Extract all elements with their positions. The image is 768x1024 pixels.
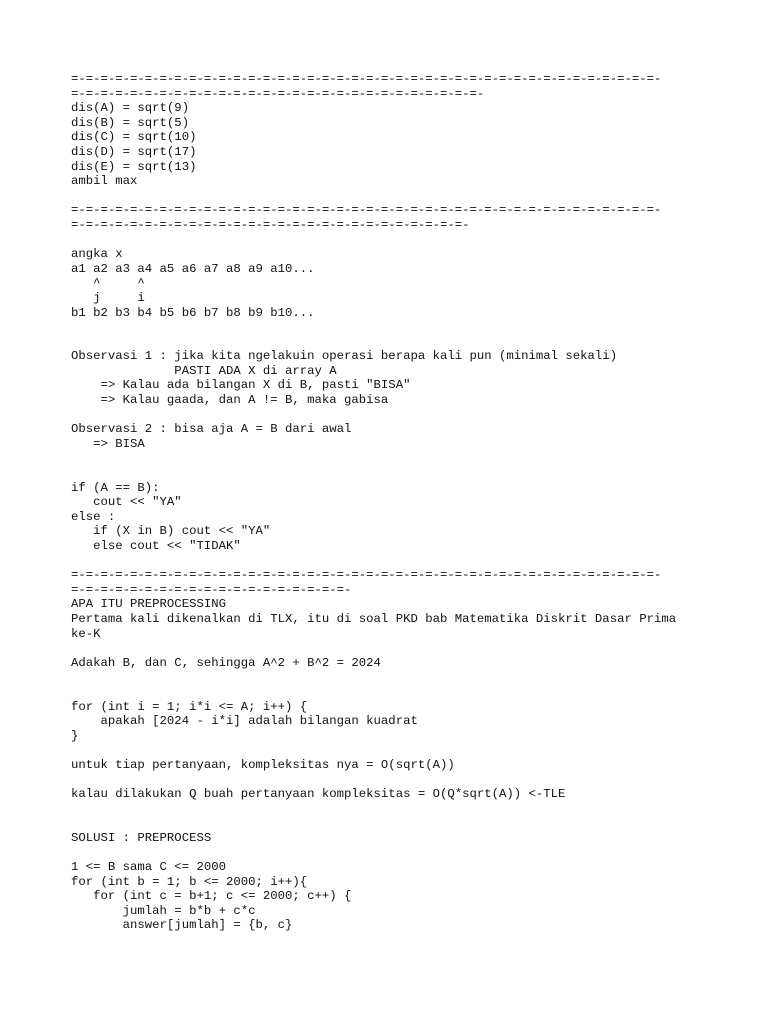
text-line: => BISA bbox=[71, 436, 145, 451]
text-line: a1 a2 a3 a4 a5 a6 a7 a8 a9 a10... bbox=[71, 261, 315, 276]
text-line: if (A == B): bbox=[71, 480, 160, 495]
text-line: } bbox=[71, 728, 79, 743]
text-line: =-=-=-=-=-=-=-=-=-=-=-=-=-=-=-=-=-=-=-=-=-=-=-=-=-=-=-=-=-=-=-=-=-=-=-=-=-=-=-=- bbox=[71, 203, 662, 218]
text-line bbox=[71, 189, 751, 204]
text-line: PASTI ADA X di array A bbox=[71, 363, 337, 378]
text-line bbox=[71, 743, 751, 758]
text-line: =-=-=-=-=-=-=-=-=-=-=-=-=-=-=-=-=-=-=-=-=-=-=-=-=-=-=-=- bbox=[71, 86, 485, 101]
text-line: j i bbox=[71, 290, 145, 305]
text-line: =-=-=-=-=-=-=-=-=-=-=-=-=-=-=-=-=-=-=-=-=-=-=-=-=-=-=- bbox=[71, 217, 470, 232]
text-line: APA ITU PREPROCESSING bbox=[71, 597, 226, 612]
text-line: else : bbox=[71, 509, 116, 524]
text-line bbox=[71, 335, 751, 350]
notes-text bbox=[71, 72, 751, 933]
text-line: b1 b2 b3 b4 b5 b6 b7 b8 b9 b10... bbox=[71, 305, 315, 320]
text-line: =-=-=-=-=-=-=-=-=-=-=-=-=-=-=-=-=-=-=- bbox=[71, 582, 352, 597]
text-line: ^ ^ bbox=[71, 276, 145, 291]
text-line: => Kalau gaada, dan A != B, maka gabisa bbox=[71, 393, 389, 408]
text-line: ke-K bbox=[71, 626, 101, 641]
text-line bbox=[71, 773, 751, 788]
text-line: dis(A) = sqrt(9) bbox=[71, 101, 190, 116]
text-line: =-=-=-=-=-=-=-=-=-=-=-=-=-=-=-=-=-=-=-=-=-=-=-=-=-=-=-=-=-=-=-=-=-=-=-=-=-=-=-=- bbox=[71, 72, 662, 86]
text-line: answer[jumlah] = {b, c} bbox=[71, 918, 293, 933]
text-line: for (int b = 1; b <= 2000; i++){ bbox=[71, 874, 308, 889]
text-line bbox=[71, 451, 751, 466]
text-line: jumlah = b*b + c*c bbox=[71, 903, 256, 918]
text-line: else cout << "TIDAK" bbox=[71, 539, 241, 553]
text-line: kalau dilakukan Q buah pertanyaan kompleksitas = O(Q*sqrt(A)) <-TLE bbox=[71, 787, 566, 802]
text-line: dis(E) = sqrt(13) bbox=[71, 159, 197, 174]
text-line bbox=[71, 554, 751, 569]
text-line: cout << "YA" bbox=[71, 495, 182, 510]
text-line: angka x bbox=[71, 247, 123, 262]
text-line: Pertama kali dikenalkan di TLX, itu di soal PKD bab Matematika Diskrit Dasar Prima bbox=[71, 611, 677, 626]
text-line: Observasi 1 : jika kita ngelakuin operasi berapa kali pun (minimal sekali) bbox=[71, 349, 618, 364]
text-line: apakah [2024 - i*i] adalah bilangan kuadrat bbox=[71, 714, 418, 729]
text-line bbox=[71, 845, 751, 860]
text-line bbox=[71, 802, 751, 817]
text-line bbox=[71, 670, 751, 685]
text-line: for (int i = 1; i*i <= A; i++) { bbox=[71, 699, 308, 714]
text-line: Observasi 2 : bisa aja A = B dari awal bbox=[71, 422, 352, 437]
text-line: Adakah B, dan C, sehingga A^2 + B^2 = 2024 bbox=[71, 655, 381, 670]
text-line bbox=[71, 816, 751, 831]
text-line: ambil max bbox=[71, 174, 138, 189]
text-line: SOLUSI : PREPROCESS bbox=[71, 830, 212, 845]
text-line bbox=[71, 466, 751, 481]
text-line: untuk tiap pertanyaan, kompleksitas nya = O(sqrt(A)) bbox=[71, 757, 455, 772]
text-line: if (X in B) cout << "YA" bbox=[71, 524, 271, 539]
text-line bbox=[71, 685, 751, 700]
text-line: =-=-=-=-=-=-=-=-=-=-=-=-=-=-=-=-=-=-=-=-=-=-=-=-=-=-=-=-=-=-=-=-=-=-=-=-=-=-=-=- bbox=[71, 568, 662, 583]
text-line bbox=[71, 320, 751, 335]
text-line bbox=[71, 233, 751, 248]
text-line: dis(D) = sqrt(17) bbox=[71, 144, 197, 159]
text-line: => Kalau ada bilangan X di B, pasti "BISA" bbox=[71, 378, 411, 393]
text-line: 1 <= B sama C <= 2000 bbox=[71, 860, 226, 875]
text-line bbox=[71, 408, 751, 423]
text-line: dis(C) = sqrt(10) bbox=[71, 130, 197, 145]
text-line bbox=[71, 641, 751, 656]
document-page bbox=[71, 72, 751, 933]
text-line: for (int c = b+1; c <= 2000; c++) { bbox=[71, 889, 352, 904]
text-line: dis(B) = sqrt(5) bbox=[71, 115, 190, 130]
